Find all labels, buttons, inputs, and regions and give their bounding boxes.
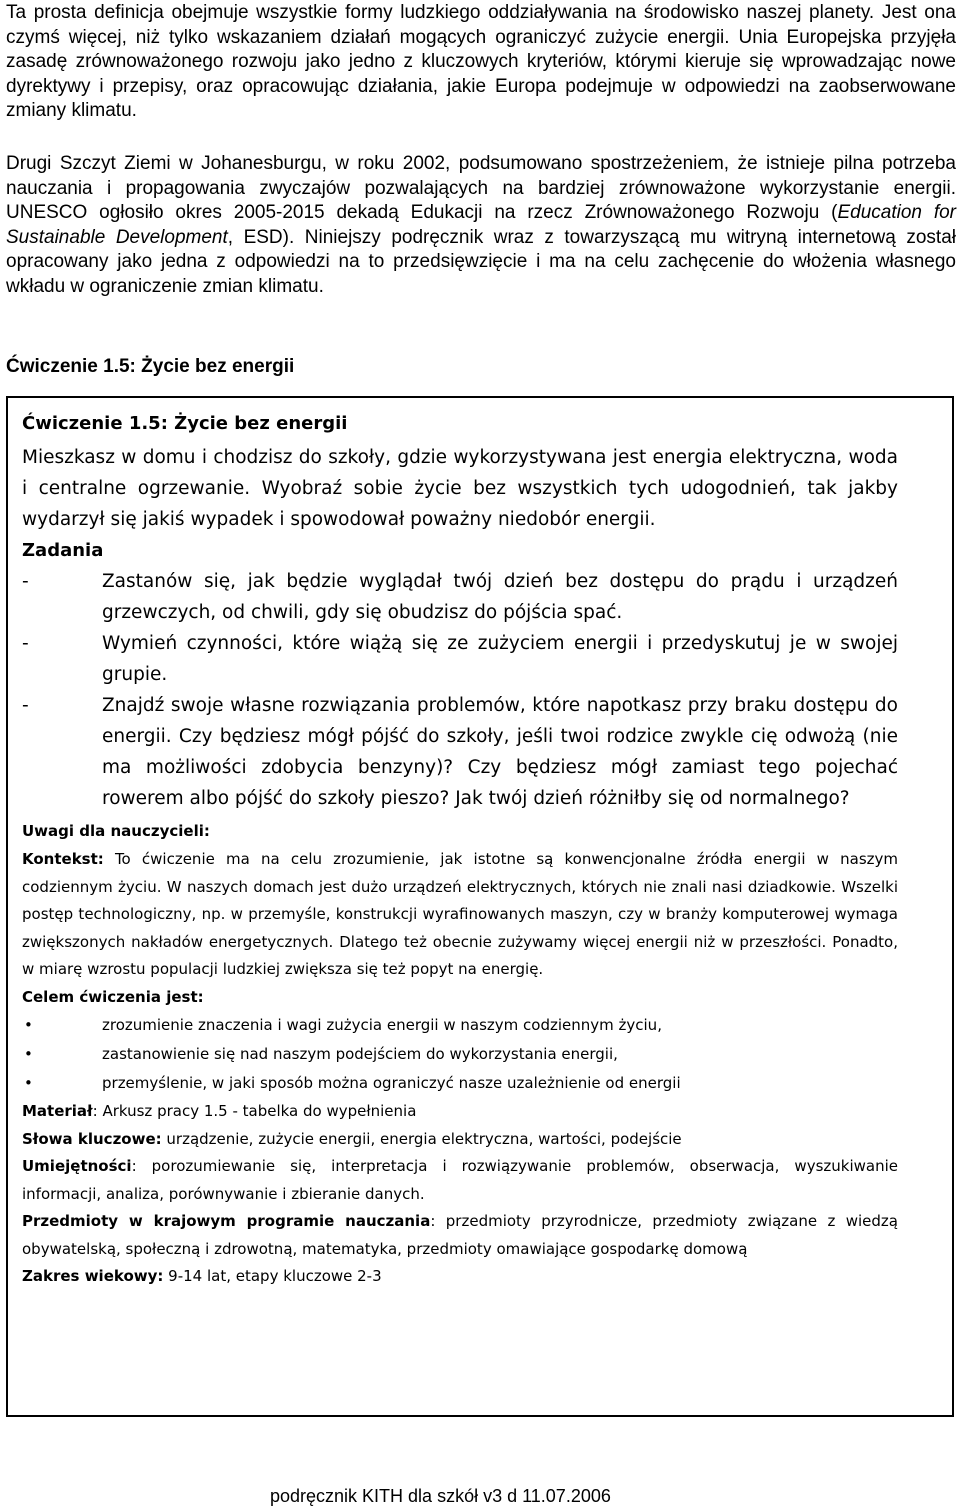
goals-heading-text: Celem ćwiczenia jest: bbox=[22, 987, 204, 1006]
task-item bbox=[22, 690, 898, 814]
task-item bbox=[22, 566, 898, 628]
goal-item bbox=[22, 1069, 898, 1098]
goal-text: zrozumienie znaczenia i wagi zużycia energii w naszym codziennym życiu, bbox=[102, 1016, 662, 1034]
goal-text: przemyślenie, w jaki sposób można ograniczyć nasze uzależnienie od energii bbox=[102, 1074, 681, 1092]
exercise-box-content bbox=[22, 412, 898, 1291]
goals-heading bbox=[22, 984, 898, 1012]
bullet-marker: • bbox=[24, 1016, 33, 1034]
keywords-text: urządzenie, zużycie energii, energia elektryczna, wartości, podejście bbox=[161, 1129, 682, 1148]
intro-paragraph-2-part-b: , ESD). Niniejszy podręcznik wraz z towarzyszącą mu witryną internetową został opracowany jako jedna z odpowiedzi na to przedsięwzięcie i ma na celu zachęcenie do włożenia własnego wkładu w ograniczenie zmian klimatu. bbox=[6, 226, 956, 297]
context-text: To ćwiczenie ma na celu zrozumienie, jak istotne są konwencjonalne źródła energii w naszym codziennym życiu. W naszych domach jest dużo urządzeń elektrycznych, których nie znali nasi dziadkowie. Wszelki postęp technologiczny, np. w przemyśle, konstrukcji wyrafinowanych maszyn, czy w branży komputerowej wymaga zwiększonych nakładów energetycznych. Dlatego też obecnie zużywamy więcej energii niż w przeszłości. Ponadto, w miarę wzrostu populacji ludzkiej zwiększa się też popyt na energię. bbox=[22, 850, 898, 978]
teacher-notes-heading: Uwagi dla nauczycieli: bbox=[22, 822, 210, 840]
material-line bbox=[22, 1098, 898, 1126]
keywords-label: Słowa kluczowe: bbox=[22, 1129, 162, 1148]
dash-marker: - bbox=[22, 571, 29, 592]
material-text: : Arkusz pracy 1.5 - tabelka do wypełnienia bbox=[92, 1102, 417, 1120]
material-label: Materiał bbox=[22, 1102, 93, 1120]
goal-item bbox=[22, 1011, 898, 1040]
exercise-description: Mieszkasz w domu i chodzisz do szkoły, gdzie wykorzystywana jest energia elektryczna, woda i centralne ogrzewanie. Wyobraź sobie życie bez wszystkich tych udogodnień, tak jakby wydarzył się jakiś wypadek i spowodował poważny niedobór energii. bbox=[22, 447, 898, 530]
subjects-text: : przedmioty przyrodnicze, przedmioty związane z wiedzą obywatelską, społeczną i zdrowotną, matematyka, przedmioty omawiające gospodarkę domową bbox=[22, 1212, 898, 1258]
context-paragraph bbox=[22, 846, 898, 984]
dash-marker: - bbox=[22, 695, 29, 716]
goal-text: zastanowienie się nad naszym podejściem do wykorzystania energii, bbox=[102, 1045, 618, 1063]
subjects-paragraph bbox=[22, 1208, 898, 1263]
keywords-line bbox=[22, 1126, 898, 1154]
intro-paragraph-1: Ta prosta definicja obejmuje wszystkie formy ludzkiego oddziaływania na środowisko naszej planety. Jest ona czymś więcej, niż tylko wskazaniem działań mogących ograniczyć zużycie energii. Unia Europejska przyjęła zasadę zrównoważonego rozwoju jako jedno z kluczowych kryteriów, którymi kieruje się wprowadzając nowe dyrektywy i przepisy, oraz opracowując działania, jakie Europa podejmuje w odpowiedzi na zaobserwowane zmiany klimatu. bbox=[6, 2, 956, 121]
skills-text: : porozumiewanie się, interpretacja i rozwiązywanie problemów, obserwacja, wyszukiwanie informacji, analiza, porównywanie i zbieranie danych. bbox=[22, 1157, 898, 1203]
intro-paragraph-2 bbox=[6, 152, 956, 299]
skills-label: Umiejętności bbox=[22, 1157, 132, 1175]
skills-paragraph bbox=[22, 1153, 898, 1208]
task-item bbox=[22, 628, 898, 690]
task-text: Wymień czynności, które wiążą się ze zużyciem energii i przedyskutuj je w swojej grupie. bbox=[102, 633, 898, 685]
age-range-label: Zakres wiekowy: bbox=[22, 1267, 164, 1285]
subjects-label: Przedmioty w krajowym programie nauczania bbox=[22, 1212, 431, 1230]
exercise-title: Ćwiczenie 1.5: Życie bez energii bbox=[22, 413, 348, 434]
tasks-heading: Zadania bbox=[22, 540, 104, 561]
goal-item bbox=[22, 1040, 898, 1069]
task-text: Zastanów się, jak będzie wyglądał twój dzień bez dostępu do prądu i urządzeń grzewczych, od chwili, gdy się obudzisz do pójścia spać. bbox=[102, 571, 898, 623]
intro-paragraph-2-italic: Education for Sustainable Development bbox=[6, 202, 956, 248]
section-heading: Ćwiczenie 1.5: Życie bez energii bbox=[6, 356, 295, 377]
dash-marker: - bbox=[22, 633, 29, 654]
intro-paragraph-2-part-a: Drugi Szczyt Ziemi w Johanesburgu, w roku 2002, podsumowano spostrzeżeniem, że istnieje pilna potrzeba nauczania i propagowania zwyczajów pozwalających na bardziej zrównoważone wykorzystanie energii. UNESCO ogłosiło okres 2005-2015 dekadą Edukacji na rzecz Zrównoważonego Rozwoju ( bbox=[6, 153, 956, 223]
exercise-box bbox=[6, 396, 954, 1417]
tasks-list bbox=[22, 566, 898, 814]
task-text: Znajdź swoje własne rozwiązania problemów, które napotkasz przy braku dostępu do energii. Czy będziesz mógł pójść do szkoły, jeśli twoi rodzice zwykle cię odwożą (nie ma możliwości zdobycia benzyny)? Czy będziesz mógł zamiast tego pojechać rowerem albo pójść do szkoły pieszo? Jak twój dzień różniłby się od normalnego? bbox=[102, 695, 898, 809]
age-range-text: 9-14 lat, etapy kluczowe 2-3 bbox=[163, 1267, 382, 1285]
bullet-marker: • bbox=[24, 1074, 33, 1092]
age-range-line bbox=[22, 1263, 898, 1291]
context-label: Kontekst: bbox=[22, 850, 104, 868]
page-footer: podręcznik KITH dla szkół v3 d 11.07.2006 bbox=[270, 1486, 611, 1506]
bullet-marker: • bbox=[24, 1045, 33, 1063]
goals-list bbox=[22, 1011, 898, 1098]
